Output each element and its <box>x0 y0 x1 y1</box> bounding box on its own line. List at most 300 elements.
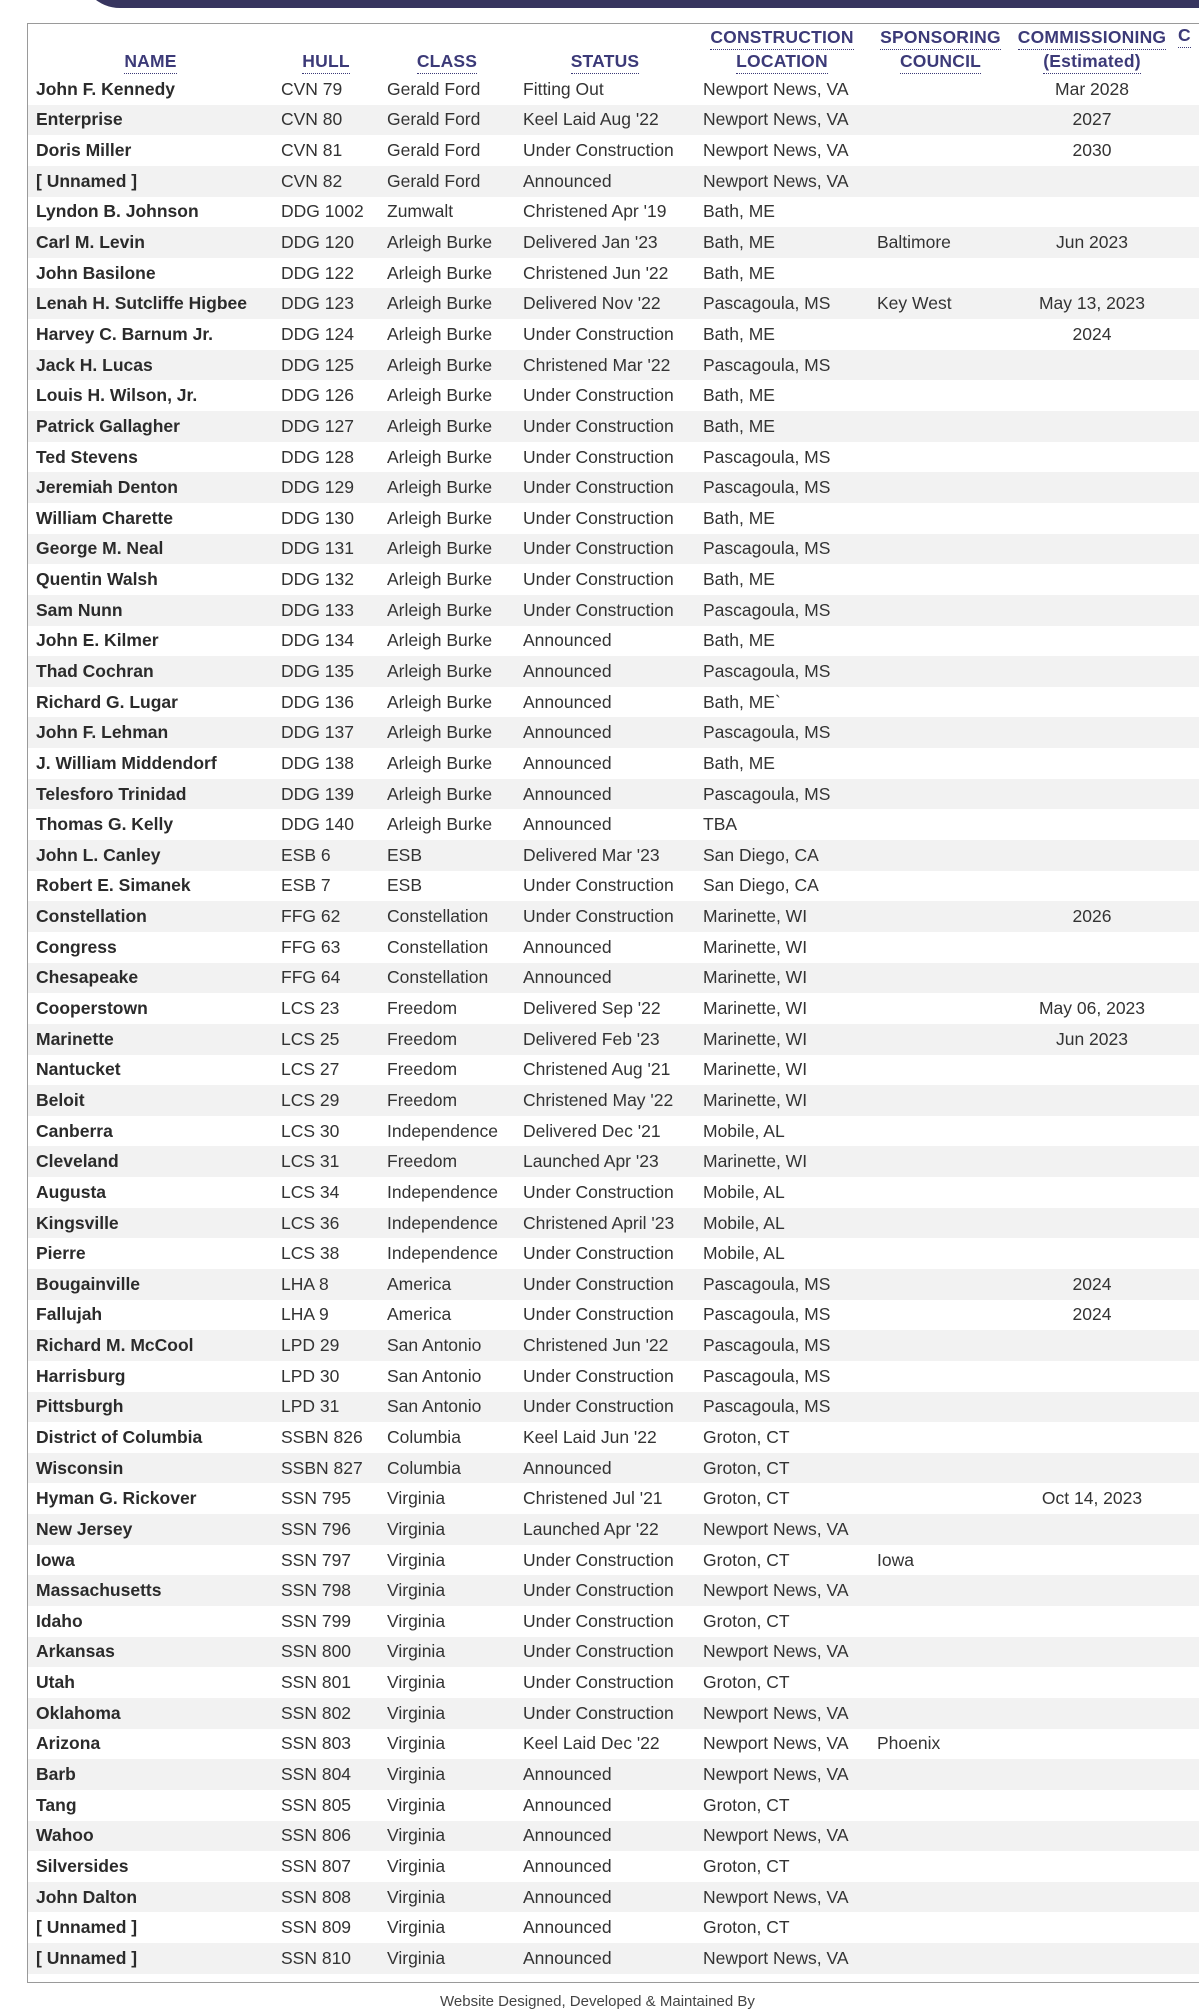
cell-status: Fitting Out <box>523 78 604 99</box>
table-row <box>28 1514 1199 1545</box>
cell-location: Pascagoula, MS <box>703 1304 831 1325</box>
cell-sponsoring-council <box>869 1790 1012 1821</box>
cell-hull: FFG 64 <box>273 963 379 994</box>
table-row <box>28 1024 1199 1055</box>
cell-name: New Jersey <box>28 1514 273 1545</box>
cell-extra <box>1172 1085 1199 1116</box>
cell-location: Newport News, VA <box>695 1943 869 1974</box>
cell-location: Bath, ME <box>695 227 869 258</box>
cell-class: Virginia <box>379 1882 515 1913</box>
cell-commissioning <box>1012 932 1172 963</box>
cell-location: Bath, ME <box>703 385 775 406</box>
cell-extra <box>1172 1729 1199 1760</box>
table-row <box>28 1116 1199 1147</box>
cell-extra <box>1172 901 1199 932</box>
cell-sponsoring-council <box>869 1208 1012 1239</box>
cell-hull: SSN 799 <box>281 1610 352 1631</box>
cell-status: Under Construction <box>523 1365 674 1386</box>
cell-status: Keel Laid Dec '22 <box>523 1733 660 1754</box>
cell-name: Pierre <box>36 1243 86 1264</box>
cell-location: Pascagoula, MS <box>695 717 869 748</box>
cell-extra <box>1172 1392 1199 1423</box>
table-row <box>28 1177 1199 1208</box>
cell-class: Freedom <box>387 1059 458 1080</box>
cell-name: Massachusetts <box>28 1575 273 1606</box>
cell-commissioning: 2030 <box>1072 140 1112 161</box>
cell-sponsoring-council <box>869 166 1012 197</box>
cell-extra <box>1172 687 1199 718</box>
cell-commissioning <box>1012 687 1172 718</box>
cell-status: Delivered Jan '23 <box>515 227 695 258</box>
cell-class: Virginia <box>379 1637 515 1668</box>
cell-class: Virginia <box>387 1794 446 1815</box>
table-row <box>28 74 1199 105</box>
cell-hull: SSN 798 <box>273 1575 379 1606</box>
cell-name: Sam Nunn <box>28 595 273 626</box>
cell-class: Arleigh Burke <box>379 350 515 381</box>
cell-sponsoring-council <box>869 1637 1012 1668</box>
table-row <box>28 1912 1199 1943</box>
cell-extra <box>1172 779 1199 810</box>
cell-extra <box>1172 135 1199 166</box>
cell-extra <box>1172 840 1199 871</box>
cell-extra <box>1172 1361 1199 1392</box>
table-row <box>28 1238 1199 1269</box>
cell-name: Cleveland <box>28 1146 273 1177</box>
cell-hull: CVN 80 <box>273 105 379 136</box>
footer-text: Website Designed, Developed & Maintained By <box>440 1993 755 2010</box>
cell-commissioning <box>1012 1667 1172 1698</box>
cell-commissioning <box>1012 258 1172 289</box>
cell-name: Doris Miller <box>36 140 132 161</box>
cell-class: Arleigh Burke <box>387 323 493 344</box>
cell-status: Christened Jul '21 <box>523 1488 663 1509</box>
cell-status: Under Construction <box>523 323 674 344</box>
cell-name: [ Unnamed ] <box>36 1917 138 1938</box>
cell-status: Under Construction <box>523 569 674 590</box>
cell-location: Marinette, WI <box>695 1085 869 1116</box>
cell-name: Canberra <box>36 1120 113 1141</box>
cell-hull: SSN 806 <box>273 1821 379 1852</box>
cell-hull: DDG 120 <box>273 227 379 258</box>
cell-hull: DDG 133 <box>273 595 379 626</box>
cell-sponsoring-council <box>869 1606 1012 1637</box>
cell-name: Marinette <box>28 1024 273 1055</box>
cell-location: TBA <box>703 814 738 835</box>
cell-class: Gerald Ford <box>387 140 481 161</box>
table-row <box>28 840 1199 871</box>
cell-hull: SSN 801 <box>281 1672 352 1693</box>
cell-hull: SSN 803 <box>281 1733 352 1754</box>
cell-extra <box>1172 1606 1199 1637</box>
cell-hull: DDG 128 <box>281 446 354 467</box>
cell-status: Keel Laid Aug '22 <box>515 105 695 136</box>
cell-commissioning: Jun 2023 <box>1012 227 1172 258</box>
cell-commissioning: May 06, 2023 <box>1038 998 1146 1019</box>
cell-status: Under Construction <box>523 875 674 896</box>
table-row <box>28 595 1199 626</box>
cell-commissioning <box>1012 717 1172 748</box>
cell-hull: LCS 25 <box>273 1024 379 1055</box>
cell-status: Under Construction <box>515 1392 695 1423</box>
table-row <box>28 442 1199 473</box>
cell-name: Lenah H. Sutcliffe Higbee <box>28 288 273 319</box>
cell-hull: SSN 809 <box>281 1917 352 1938</box>
cell-commissioning <box>1012 1637 1172 1668</box>
cell-status: Under Construction <box>515 901 695 932</box>
cell-class: Arleigh Burke <box>379 227 515 258</box>
cell-class: Arleigh Burke <box>379 534 515 565</box>
cell-name: Utah <box>36 1672 75 1693</box>
table-row <box>28 197 1199 228</box>
cell-name: John Basilone <box>36 262 156 283</box>
cell-commissioning <box>1012 1790 1172 1821</box>
cell-status: Under Construction <box>523 140 674 161</box>
cell-extra <box>1172 932 1199 963</box>
cell-commissioning <box>1012 1698 1172 1729</box>
cell-sponsoring-council <box>869 1483 1012 1514</box>
cell-name: Kingsville <box>28 1208 273 1239</box>
cell-class: Freedom <box>379 1085 515 1116</box>
cell-location: Newport News, VA <box>703 140 849 161</box>
cell-name: Constellation <box>28 901 273 932</box>
cell-sponsoring-council <box>869 1851 1012 1882</box>
cell-location: Pascagoula, MS <box>695 534 869 565</box>
cell-sponsoring-council <box>869 871 1012 902</box>
table-row <box>28 871 1199 902</box>
cell-commissioning: 2024 <box>1072 1304 1112 1325</box>
cell-extra <box>1172 1545 1199 1576</box>
cell-name: Augusta <box>36 1181 106 1202</box>
cell-hull: DDG 131 <box>273 534 379 565</box>
cell-commissioning: Jun 2023 <box>1012 1024 1172 1055</box>
cell-status: Delivered Dec '21 <box>523 1120 661 1141</box>
cell-class: Arleigh Burke <box>379 595 515 626</box>
cell-commissioning <box>1012 1851 1172 1882</box>
column-header-name[interactable]: NAME <box>28 24 273 74</box>
cell-location: Groton, CT <box>703 1917 790 1938</box>
cell-status: Announced <box>523 936 612 957</box>
cell-sponsoring-council <box>869 503 1012 534</box>
cell-status: Under Construction <box>523 1243 674 1264</box>
cell-sponsoring-council <box>869 1759 1012 1790</box>
cell-hull: SSN 810 <box>273 1943 379 1974</box>
cell-sponsoring-council <box>869 1821 1012 1852</box>
cell-status: Announced <box>523 630 612 651</box>
cell-name: Robert E. Simanek <box>36 875 191 896</box>
cell-extra <box>1172 1912 1199 1943</box>
cell-name: Idaho <box>36 1610 83 1631</box>
cell-hull: CVN 79 <box>281 78 343 99</box>
cell-extra <box>1172 503 1199 534</box>
cell-sponsoring-council <box>869 1024 1012 1055</box>
cell-sponsoring-council: Phoenix <box>877 1733 941 1754</box>
cell-status: Announced <box>523 814 612 835</box>
cell-location: Groton, CT <box>695 1453 869 1484</box>
cell-sponsoring-council <box>869 1146 1012 1177</box>
table-row <box>28 1422 1199 1453</box>
cell-location: Pascagoula, MS <box>695 656 869 687</box>
cell-class: San Antonio <box>379 1392 515 1423</box>
cell-class: Constellation <box>379 901 515 932</box>
cell-name: Congress <box>36 936 117 957</box>
cell-extra <box>1172 963 1199 994</box>
cell-name: Wahoo <box>28 1821 273 1852</box>
cell-name: Silversides <box>36 1855 129 1876</box>
cell-extra <box>1172 1483 1199 1514</box>
cell-commissioning <box>1012 748 1172 779</box>
cell-status: Announced <box>523 1917 612 1938</box>
cell-hull: DDG 132 <box>281 569 354 590</box>
cell-sponsoring-council <box>869 993 1012 1024</box>
table-row <box>28 717 1199 748</box>
cell-name: Ted Stevens <box>36 446 138 467</box>
cell-sponsoring-council <box>869 963 1012 994</box>
cell-hull: SSN 796 <box>273 1514 379 1545</box>
cell-name: Jack H. Lucas <box>28 350 273 381</box>
cell-hull: LPD 30 <box>281 1365 340 1386</box>
cell-location: Bath, ME <box>703 752 775 773</box>
cell-class: Virginia <box>379 1759 515 1790</box>
cell-location: Bath, ME <box>703 201 775 222</box>
cell-hull: LCS 27 <box>281 1059 340 1080</box>
cell-extra <box>1172 1943 1199 1974</box>
cell-hull: DDG 136 <box>281 691 354 712</box>
table-row <box>28 1821 1199 1852</box>
column-header-sponsoring[interactable]: SPONSORING COUNCIL <box>869 24 1012 74</box>
cell-extra <box>1172 411 1199 442</box>
cell-name: District of Columbia <box>36 1427 203 1447</box>
cell-hull: LPD 29 <box>273 1330 379 1361</box>
cell-name: Cooperstown <box>36 998 148 1019</box>
column-header-commissioning[interactable]: COMMISSIONING (Estimated) <box>1012 24 1172 74</box>
cell-name: Richard M. McCool <box>28 1330 273 1361</box>
cell-sponsoring-council <box>869 1882 1012 1913</box>
cell-hull: SSN 804 <box>273 1759 379 1790</box>
cell-status: Launched Apr '23 <box>515 1146 695 1177</box>
cell-name: William Charette <box>36 507 173 528</box>
table-row <box>28 1483 1199 1514</box>
cell-class: Independence <box>387 1120 498 1141</box>
cell-commissioning <box>1012 197 1172 228</box>
cell-commissioning <box>1012 1545 1172 1576</box>
cell-name: Richard G. Lugar <box>36 691 178 712</box>
table-row <box>28 534 1199 565</box>
cell-status: Announced <box>515 1453 695 1484</box>
cell-hull: DDG 134 <box>281 630 354 651</box>
cell-sponsoring-council <box>869 1116 1012 1147</box>
cell-status: Christened Mar '22 <box>515 350 695 381</box>
cell-sponsoring-council <box>869 411 1012 442</box>
column-header-class[interactable]: CLASS <box>379 24 515 74</box>
cell-commissioning <box>1012 380 1172 411</box>
cell-extra <box>1172 105 1199 136</box>
cell-class: Arleigh Burke <box>379 779 515 810</box>
cell-hull: SSBN 827 <box>273 1453 379 1484</box>
cell-hull: DDG 122 <box>281 262 354 283</box>
table-row <box>28 626 1199 657</box>
cell-name: Lyndon B. Johnson <box>36 201 199 222</box>
cell-status: Under Construction <box>515 1575 695 1606</box>
cell-hull: LCS 29 <box>273 1085 379 1116</box>
cell-commissioning <box>1012 472 1172 503</box>
cell-name: Thad Cochran <box>28 656 273 687</box>
cell-class: Arleigh Burke <box>387 262 493 283</box>
cell-name: John L. Canley <box>28 840 273 871</box>
cell-extra <box>1172 1575 1199 1606</box>
cell-sponsoring-council <box>869 1943 1012 1974</box>
table-row <box>28 748 1199 779</box>
column-header-location[interactable]: CONSTRUCTION LOCATION <box>695 24 869 74</box>
cell-sponsoring-council <box>869 1667 1012 1698</box>
cell-status: Announced <box>515 779 695 810</box>
cell-name: Beloit <box>28 1085 273 1116</box>
table-row <box>28 227 1199 258</box>
cell-name: Iowa <box>36 1549 75 1570</box>
cell-extra <box>1172 1453 1199 1484</box>
table-row <box>28 1851 1199 1882</box>
cell-extra <box>1172 1637 1199 1668</box>
cell-class: Virginia <box>379 1514 515 1545</box>
cell-status: Under Construction <box>515 1698 695 1729</box>
cell-class: Columbia <box>387 1427 461 1447</box>
cell-name: J. William Middendorf <box>36 752 217 773</box>
cell-hull: DDG 135 <box>273 656 379 687</box>
table-row <box>28 1269 1199 1300</box>
table-row <box>28 1790 1199 1821</box>
cell-extra <box>1172 626 1199 657</box>
cell-extra <box>1172 564 1199 595</box>
cell-extra <box>1172 319 1199 350</box>
cell-status: Keel Laid Jun '22 <box>523 1427 657 1447</box>
cell-hull: SSN 795 <box>281 1488 352 1509</box>
ships-table <box>28 24 1199 1974</box>
cell-status: Announced <box>515 1882 695 1913</box>
cell-extra <box>1172 1300 1199 1331</box>
cell-extra <box>1172 871 1199 902</box>
cell-location: Bath, ME <box>703 323 775 344</box>
cell-extra <box>1172 1269 1199 1300</box>
column-header-extra[interactable]: C <box>1172 24 1199 74</box>
cell-location: Groton, CT <box>703 1610 790 1631</box>
cell-sponsoring-council <box>869 472 1012 503</box>
cell-status: Announced <box>515 656 695 687</box>
cell-location: Groton, CT <box>703 1488 790 1509</box>
cell-extra <box>1172 1208 1199 1239</box>
cell-class: Columbia <box>379 1453 515 1484</box>
cell-status: Christened Aug '21 <box>523 1059 671 1080</box>
cell-name: Hyman G. Rickover <box>36 1488 197 1509</box>
cell-hull: DDG 130 <box>281 507 354 528</box>
table-row <box>28 1453 1199 1484</box>
cell-hull: SSN 805 <box>281 1794 352 1815</box>
cell-extra <box>1172 74 1199 105</box>
cell-sponsoring-council <box>869 105 1012 136</box>
cell-hull: FFG 62 <box>273 901 379 932</box>
cell-name: Louis H. Wilson, Jr. <box>36 385 198 406</box>
table-row <box>28 258 1199 289</box>
table-body <box>28 74 1199 1974</box>
table-row <box>28 135 1199 166</box>
cell-commissioning <box>1012 1177 1172 1208</box>
cell-name: [ Unnamed ] <box>28 1943 273 1974</box>
cell-class: Arleigh Burke <box>387 507 493 528</box>
table-row <box>28 1637 1199 1668</box>
table-row <box>28 411 1199 442</box>
cell-status: Announced <box>515 166 695 197</box>
table-row <box>28 472 1199 503</box>
cell-class: Constellation <box>387 936 489 957</box>
cell-hull: LCS 34 <box>281 1181 340 1202</box>
cell-hull: LCS 30 <box>281 1120 340 1141</box>
cell-status: Delivered Feb '23 <box>515 1024 695 1055</box>
cell-status: Under Construction <box>515 1637 695 1668</box>
cell-status: Announced <box>523 1855 612 1876</box>
cell-location: Marinette, WI <box>695 901 869 932</box>
table-row <box>28 901 1199 932</box>
cell-commissioning <box>1012 1085 1172 1116</box>
cell-name: Harvey C. Barnum Jr. <box>36 323 214 344</box>
table-row <box>28 1729 1199 1760</box>
cell-hull: DDG 140 <box>281 814 354 835</box>
cell-sponsoring-council <box>869 840 1012 871</box>
cell-status: Christened Jun '22 <box>523 262 669 283</box>
cell-status: Under Construction <box>515 472 695 503</box>
cell-extra <box>1172 1698 1199 1729</box>
cell-class: Virginia <box>379 1575 515 1606</box>
cell-sponsoring-council <box>869 1912 1012 1943</box>
cell-sponsoring-council: Baltimore <box>869 227 1012 258</box>
table-row <box>28 1146 1199 1177</box>
cell-sponsoring-council <box>869 1698 1012 1729</box>
cell-name: Arkansas <box>28 1637 273 1668</box>
cell-hull: DDG 126 <box>281 385 354 406</box>
cell-sponsoring-council <box>869 1514 1012 1545</box>
cell-commissioning <box>1012 534 1172 565</box>
cell-location: Newport News, VA <box>695 1821 869 1852</box>
cell-name: Quentin Walsh <box>36 569 158 590</box>
cell-commissioning <box>1012 871 1172 902</box>
cell-sponsoring-council <box>869 1269 1012 1300</box>
cell-status: Christened May '22 <box>515 1085 695 1116</box>
column-header-status[interactable]: STATUS <box>515 24 695 74</box>
cell-name: John F. Kennedy <box>36 78 176 99</box>
cell-sponsoring-council <box>869 1055 1012 1086</box>
cell-commissioning <box>1012 411 1172 442</box>
cell-commissioning <box>1012 1238 1172 1269</box>
cell-location: Bath, ME <box>703 569 775 590</box>
cell-location: Mobile, AL <box>695 1208 869 1239</box>
cell-hull: DDG 127 <box>273 411 379 442</box>
cell-extra <box>1172 595 1199 626</box>
cell-location: Groton, CT <box>703 1794 790 1815</box>
cell-class: Gerald Ford <box>379 105 515 136</box>
cell-name: Pittsburgh <box>28 1392 273 1423</box>
cell-sponsoring-council <box>869 1238 1012 1269</box>
cell-class: Virginia <box>387 1549 446 1570</box>
cell-sponsoring-council <box>869 595 1012 626</box>
column-header-hull[interactable]: HULL <box>273 24 379 74</box>
cell-location: Groton, CT <box>703 1427 790 1447</box>
cell-commissioning <box>1012 1514 1172 1545</box>
cell-status: Announced <box>523 752 612 773</box>
cell-hull: LCS 23 <box>281 998 340 1019</box>
cell-location: Newport News, VA <box>703 1733 849 1754</box>
cell-status: Announced <box>523 1794 612 1815</box>
cell-location: San Diego, CA <box>703 875 819 896</box>
cell-commissioning <box>1012 1208 1172 1239</box>
cell-name: Oklahoma <box>28 1698 273 1729</box>
